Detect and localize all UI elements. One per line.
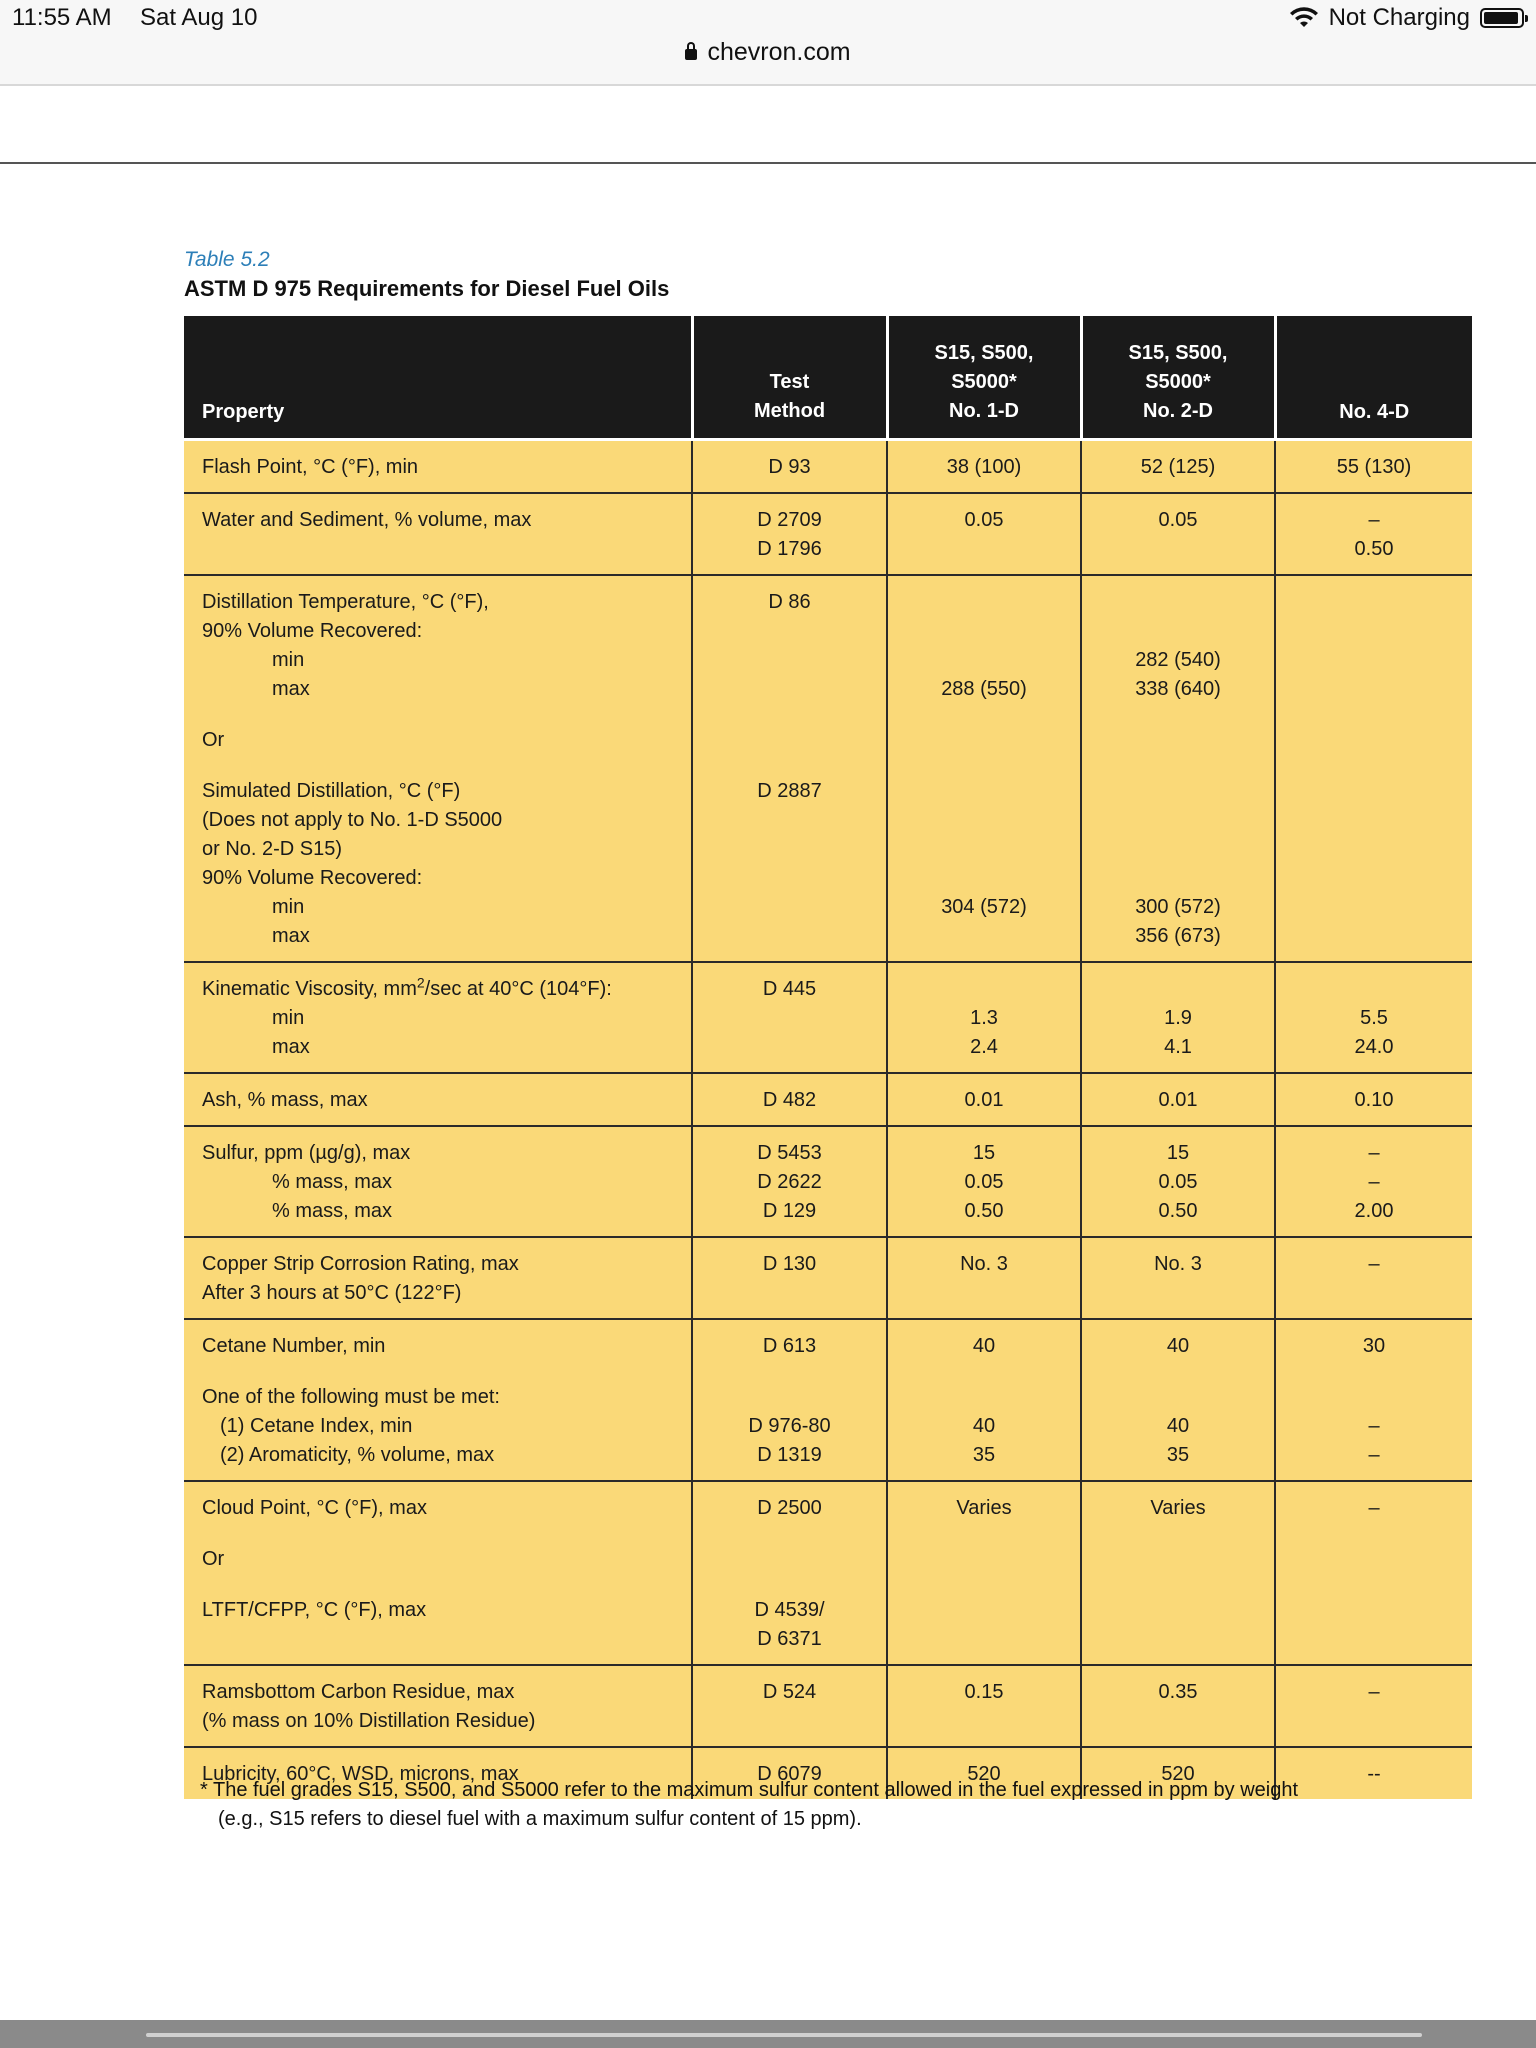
cell-no4d: – <box>1275 1665 1472 1747</box>
table-row <box>184 1481 1472 1665</box>
header-test-method: Test Method <box>692 316 887 440</box>
cell-no4d <box>1275 575 1472 962</box>
cell-no1d: Varies <box>887 1481 1081 1665</box>
status-right <box>1289 4 1524 32</box>
cell-property: Kinematic Viscosity, $mm^2/\sec$ at 40°C (104°F): min max <box>184 962 692 1073</box>
cell-no2d: 40 40 35 <box>1081 1319 1275 1481</box>
home-indicator[interactable] <box>146 2033 1422 2037</box>
cell-property: Lubricity, 60°C, WSD, microns, max <box>184 1747 692 1799</box>
cell-no4d: 5.5 24.0 <box>1275 962 1472 1073</box>
table-row <box>184 1319 1472 1481</box>
cell-property: Ramsbottom Carbon Residue, max (% mass on 10% Distillation Residue) <box>184 1665 692 1747</box>
header-no2d: S15, S500, S5000* No. 2-D <box>1081 316 1275 440</box>
cell-no4d: 30 – – <box>1275 1319 1472 1481</box>
address-bar[interactable] <box>0 38 1536 67</box>
status-date: Sat Aug 10 <box>140 4 258 31</box>
table-footnote: * The fuel grades S15, S500, and S5000 refer to the maximum sulfur content allowed in the fuel expressed in ppm by weight (e.g., S15 refers to diesel fuel with a maximum sulfur content of 15 ppm). <box>200 1779 1299 1830</box>
cell-no1d: 1.3 2.4 <box>887 962 1081 1073</box>
header-no1d: S15, S500, S5000* No. 1-D <box>887 316 1081 440</box>
cell-no4d: – 0.50 <box>1275 493 1472 575</box>
cell-method: D 445 <box>692 962 887 1073</box>
cell-no2d: 0.05 <box>1081 493 1275 575</box>
cell-no1d: 520 <box>887 1747 1081 1799</box>
header-no4d: No. 4-D <box>1275 316 1472 440</box>
page-divider <box>0 162 1536 164</box>
table-caption: Table 5.2 <box>184 248 270 271</box>
status-bar <box>0 0 1536 86</box>
cell-no2d: 282 (540) 338 (640) 300 (572) 356 (673) <box>1081 575 1275 962</box>
cell-method: D 5453 D 2622 D 129 <box>692 1126 887 1237</box>
cell-method: D 524 <box>692 1665 887 1747</box>
cell-no1d: 0.05 <box>887 493 1081 575</box>
cell-method: D 6079 <box>692 1747 887 1799</box>
cell-property: Ash, % mass, max <box>184 1073 692 1126</box>
table-row <box>184 1665 1472 1747</box>
cell-property: Flash Point, °C (°F), min <box>184 440 692 494</box>
lock-icon <box>685 49 697 60</box>
cell-method: D 86 D 2887 <box>692 575 887 962</box>
cell-no4d: – – 2.00 <box>1275 1126 1472 1237</box>
cell-property: Cetane Number, min One of the following must be met: (1) Cetane Index, min (2) Aromaticity, % volume, max <box>184 1319 692 1481</box>
header-property: Property <box>184 316 692 440</box>
cell-property: Distillation Temperature, °C (°F), 90% Volume Recovered: min max Or Simulated Distillation, °C (°F) (Does not apply to No. 1-D S5000 or No. 2-D S15) 90% Volume Recovered: min max <box>184 575 692 962</box>
cell-method: D 613 D 976-80 D 1319 <box>692 1319 887 1481</box>
table-title: ASTM D 975 Requirements for Diesel Fuel Oils <box>184 276 670 301</box>
table-row <box>184 440 1472 494</box>
cell-no2d: Varies <box>1081 1481 1275 1665</box>
battery-icon <box>1480 8 1524 28</box>
table-row <box>184 1237 1472 1319</box>
table-row <box>184 962 1472 1073</box>
table-header-row <box>184 316 1472 440</box>
cell-no1d: 40 40 35 <box>887 1319 1081 1481</box>
cell-property: Copper Strip Corrosion Rating, max After 3 hours at 50°C (122°F) <box>184 1237 692 1319</box>
cell-no2d: 0.01 <box>1081 1073 1275 1126</box>
cell-no2d: 0.35 <box>1081 1665 1275 1747</box>
cell-property: Cloud Point, °C (°F), max Or LTFT/CFPP, °C (°F), max <box>184 1481 692 1665</box>
table-row <box>184 1073 1472 1126</box>
table-row <box>184 493 1472 575</box>
cell-no1d: No. 3 <box>887 1237 1081 1319</box>
cell-no2d: 1.9 4.1 <box>1081 962 1275 1073</box>
cell-property: Water and Sediment, % volume, max <box>184 493 692 575</box>
cell-no2d: No. 3 <box>1081 1237 1275 1319</box>
cell-no1d: 15 0.05 0.50 <box>887 1126 1081 1237</box>
battery-status-text: Not Charging <box>1328 4 1470 31</box>
wifi-icon <box>1289 6 1319 30</box>
table-row <box>184 1126 1472 1237</box>
cell-no4d: 55 (130) <box>1275 440 1472 494</box>
cell-method: D 93 <box>692 440 887 494</box>
home-indicator-bar <box>0 2020 1536 2048</box>
diesel-requirements-table <box>184 316 1472 1799</box>
cell-no2d: 52 (125) <box>1081 440 1275 494</box>
cell-method: D 2500 D 4539/ D 6371 <box>692 1481 887 1665</box>
cell-method: D 130 <box>692 1237 887 1319</box>
cell-property: Sulfur, ppm (µg/g), max % mass, max % mass, max <box>184 1126 692 1237</box>
table-row <box>184 575 1472 962</box>
cell-no4d: -- <box>1275 1747 1472 1799</box>
cell-no2d: 15 0.05 0.50 <box>1081 1126 1275 1237</box>
cell-no4d: – <box>1275 1237 1472 1319</box>
cell-no4d: – <box>1275 1481 1472 1665</box>
cell-no2d: 520 <box>1081 1747 1275 1799</box>
cell-method: D 2709 D 1796 <box>692 493 887 575</box>
url-text: chevron.com <box>707 38 851 66</box>
cell-method: D 482 <box>692 1073 887 1126</box>
cell-no1d: 0.01 <box>887 1073 1081 1126</box>
status-time: 11:55 AM <box>12 4 112 31</box>
cell-no1d: 38 (100) <box>887 440 1081 494</box>
cell-no1d: 288 (550) 304 (572) <box>887 575 1081 962</box>
cell-no4d: 0.10 <box>1275 1073 1472 1126</box>
cell-no1d: 0.15 <box>887 1665 1081 1747</box>
